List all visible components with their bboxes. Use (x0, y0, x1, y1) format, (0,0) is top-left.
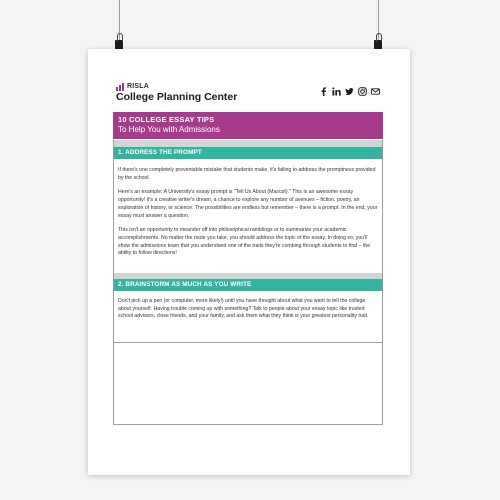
title-banner (113, 112, 383, 139)
instagram-icon[interactable] (358, 87, 367, 96)
facebook-icon[interactable] (319, 87, 328, 96)
page-subtitle: To Help You with Admissions (118, 125, 220, 134)
center-name: College Planning Center (116, 91, 238, 103)
twitter-icon[interactable] (345, 87, 354, 96)
email-icon[interactable] (371, 87, 380, 96)
paragraph: Here's an example: A University's essay prompt is "Tell Us About (Mascot)." This is an awesome essay opportunity! It's a creative writer's dream, a chance to explore any number of avenues – fiction, poetry, an exploration of history, or science. The possibilities are endless but remember – there is a prompt. In the end, your essay must answer a question. (118, 189, 378, 219)
social-icons (319, 87, 380, 96)
brand-logo (116, 82, 237, 91)
empty-row (114, 342, 382, 352)
linkedin-icon[interactable] (332, 87, 341, 96)
divider-bar (114, 140, 382, 147)
section-heading: 1. ADDRESS THE PROMPT (114, 147, 382, 159)
paragraph: Don't pick up a pen (or computer, more likely!) until you have thought about what you want to tell the college about yourself. Having trouble coming up with something? Talk to people about your essay topic like trusted school advisors, close friends, and your family, and ask them what they think is your greatest personality trait. (118, 298, 369, 320)
brand-name: RISLA (127, 83, 149, 90)
section-heading: 2. BRAINSTORM AS MUCH AS YOU WRITE (114, 279, 382, 291)
header (116, 82, 237, 103)
logo-bars-icon (116, 82, 125, 91)
page-title: 10 COLLEGE ESSAY TIPS (118, 115, 215, 124)
paragraph: If there's one completely preventable mistake that students make, it's failing to address the promptness provided by the school. (118, 167, 376, 181)
paragraph: This isn't an opportunity to meander off into philosophical ramblings or to summarize your academic accomplishments. No matter the route you take, you should address the topic of the essay. In doing so, you'll show the admissions team that you understand one of the traits they're combing through students to find – the ability to follow directions! (118, 227, 371, 257)
poster-sheet (88, 49, 410, 475)
tips-table (113, 140, 383, 425)
